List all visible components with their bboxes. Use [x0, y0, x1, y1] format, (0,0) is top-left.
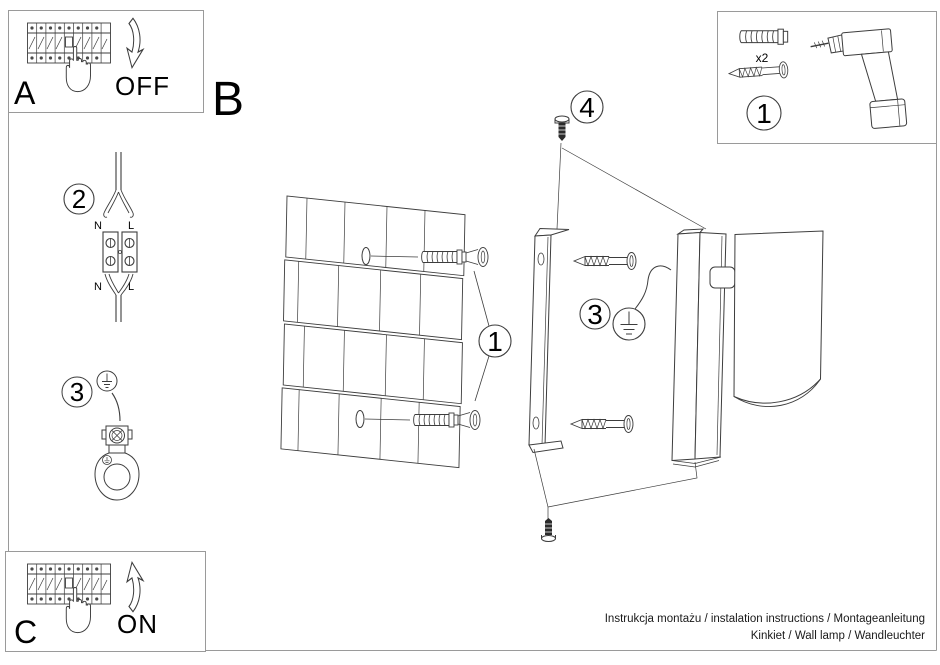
tiled-wall-icon	[281, 196, 465, 468]
ground-clamp-icon	[95, 426, 139, 500]
ground-step	[62, 371, 139, 500]
footer	[605, 613, 925, 642]
fixing-screw-bottom	[571, 416, 633, 433]
on-label: ON	[117, 609, 158, 639]
off-label: OFF	[115, 71, 170, 101]
wiring-step	[64, 152, 137, 322]
terminal-block-icon	[103, 232, 137, 272]
wire-label-n-top: N	[94, 220, 102, 232]
callout4-number: 4	[579, 92, 595, 123]
wire-label-l-top: L	[127, 220, 135, 232]
callout3-number: 3	[587, 299, 603, 330]
section-c	[14, 562, 158, 650]
section-c-label: C	[14, 614, 38, 650]
small-screw-top	[555, 116, 706, 229]
footer-line2: Kinkiet / Wall lamp / Wandleuchter	[750, 630, 925, 642]
wire-label-n-bottom: N	[94, 281, 102, 293]
assembly-diagram	[281, 91, 823, 542]
section-a	[14, 18, 170, 111]
callout1-number: 1	[487, 326, 503, 357]
arrow-down-icon	[127, 18, 143, 67]
earth-ground-symbol-icon	[97, 371, 117, 391]
lamp-shade-icon	[734, 231, 823, 407]
mounting-bracket-icon	[529, 229, 569, 453]
tools-panel	[728, 28, 906, 133]
drill-hole-top	[362, 248, 370, 265]
cable-and-wires	[104, 152, 134, 217]
footer-line1: Instrukcja montażu / instalation instructions / Montageanleitung	[604, 613, 925, 625]
wire-label-l-bottom: L	[127, 281, 135, 293]
power-drill-icon	[810, 28, 907, 133]
tools-callout-number: 1	[756, 98, 772, 129]
small-screw-bottom	[534, 449, 697, 542]
hole-leader-bottom	[365, 419, 410, 420]
anchor-quantity: x2	[755, 51, 769, 65]
wall-anchor-top	[422, 248, 488, 267]
wall-anchor-bottom	[414, 411, 480, 430]
drill-hole-bottom	[356, 411, 364, 428]
hole-leader-top	[371, 256, 418, 257]
fixing-screw-top	[574, 253, 636, 270]
section-a-label: A	[14, 75, 36, 111]
wall-anchor-icon	[740, 29, 788, 44]
breaker-panel-icon	[28, 23, 111, 63]
section-b-label: B	[212, 73, 245, 126]
lamp-body-icon	[672, 229, 735, 467]
breaker-panel-icon	[28, 564, 111, 604]
arrow-up-icon	[127, 562, 143, 611]
step3-callout-number: 3	[69, 377, 85, 407]
ground-wire	[112, 393, 120, 421]
lamp-ground-wire	[635, 266, 671, 309]
step2-callout-number: 2	[71, 184, 87, 214]
earth-ground-symbol-icon	[613, 308, 645, 340]
